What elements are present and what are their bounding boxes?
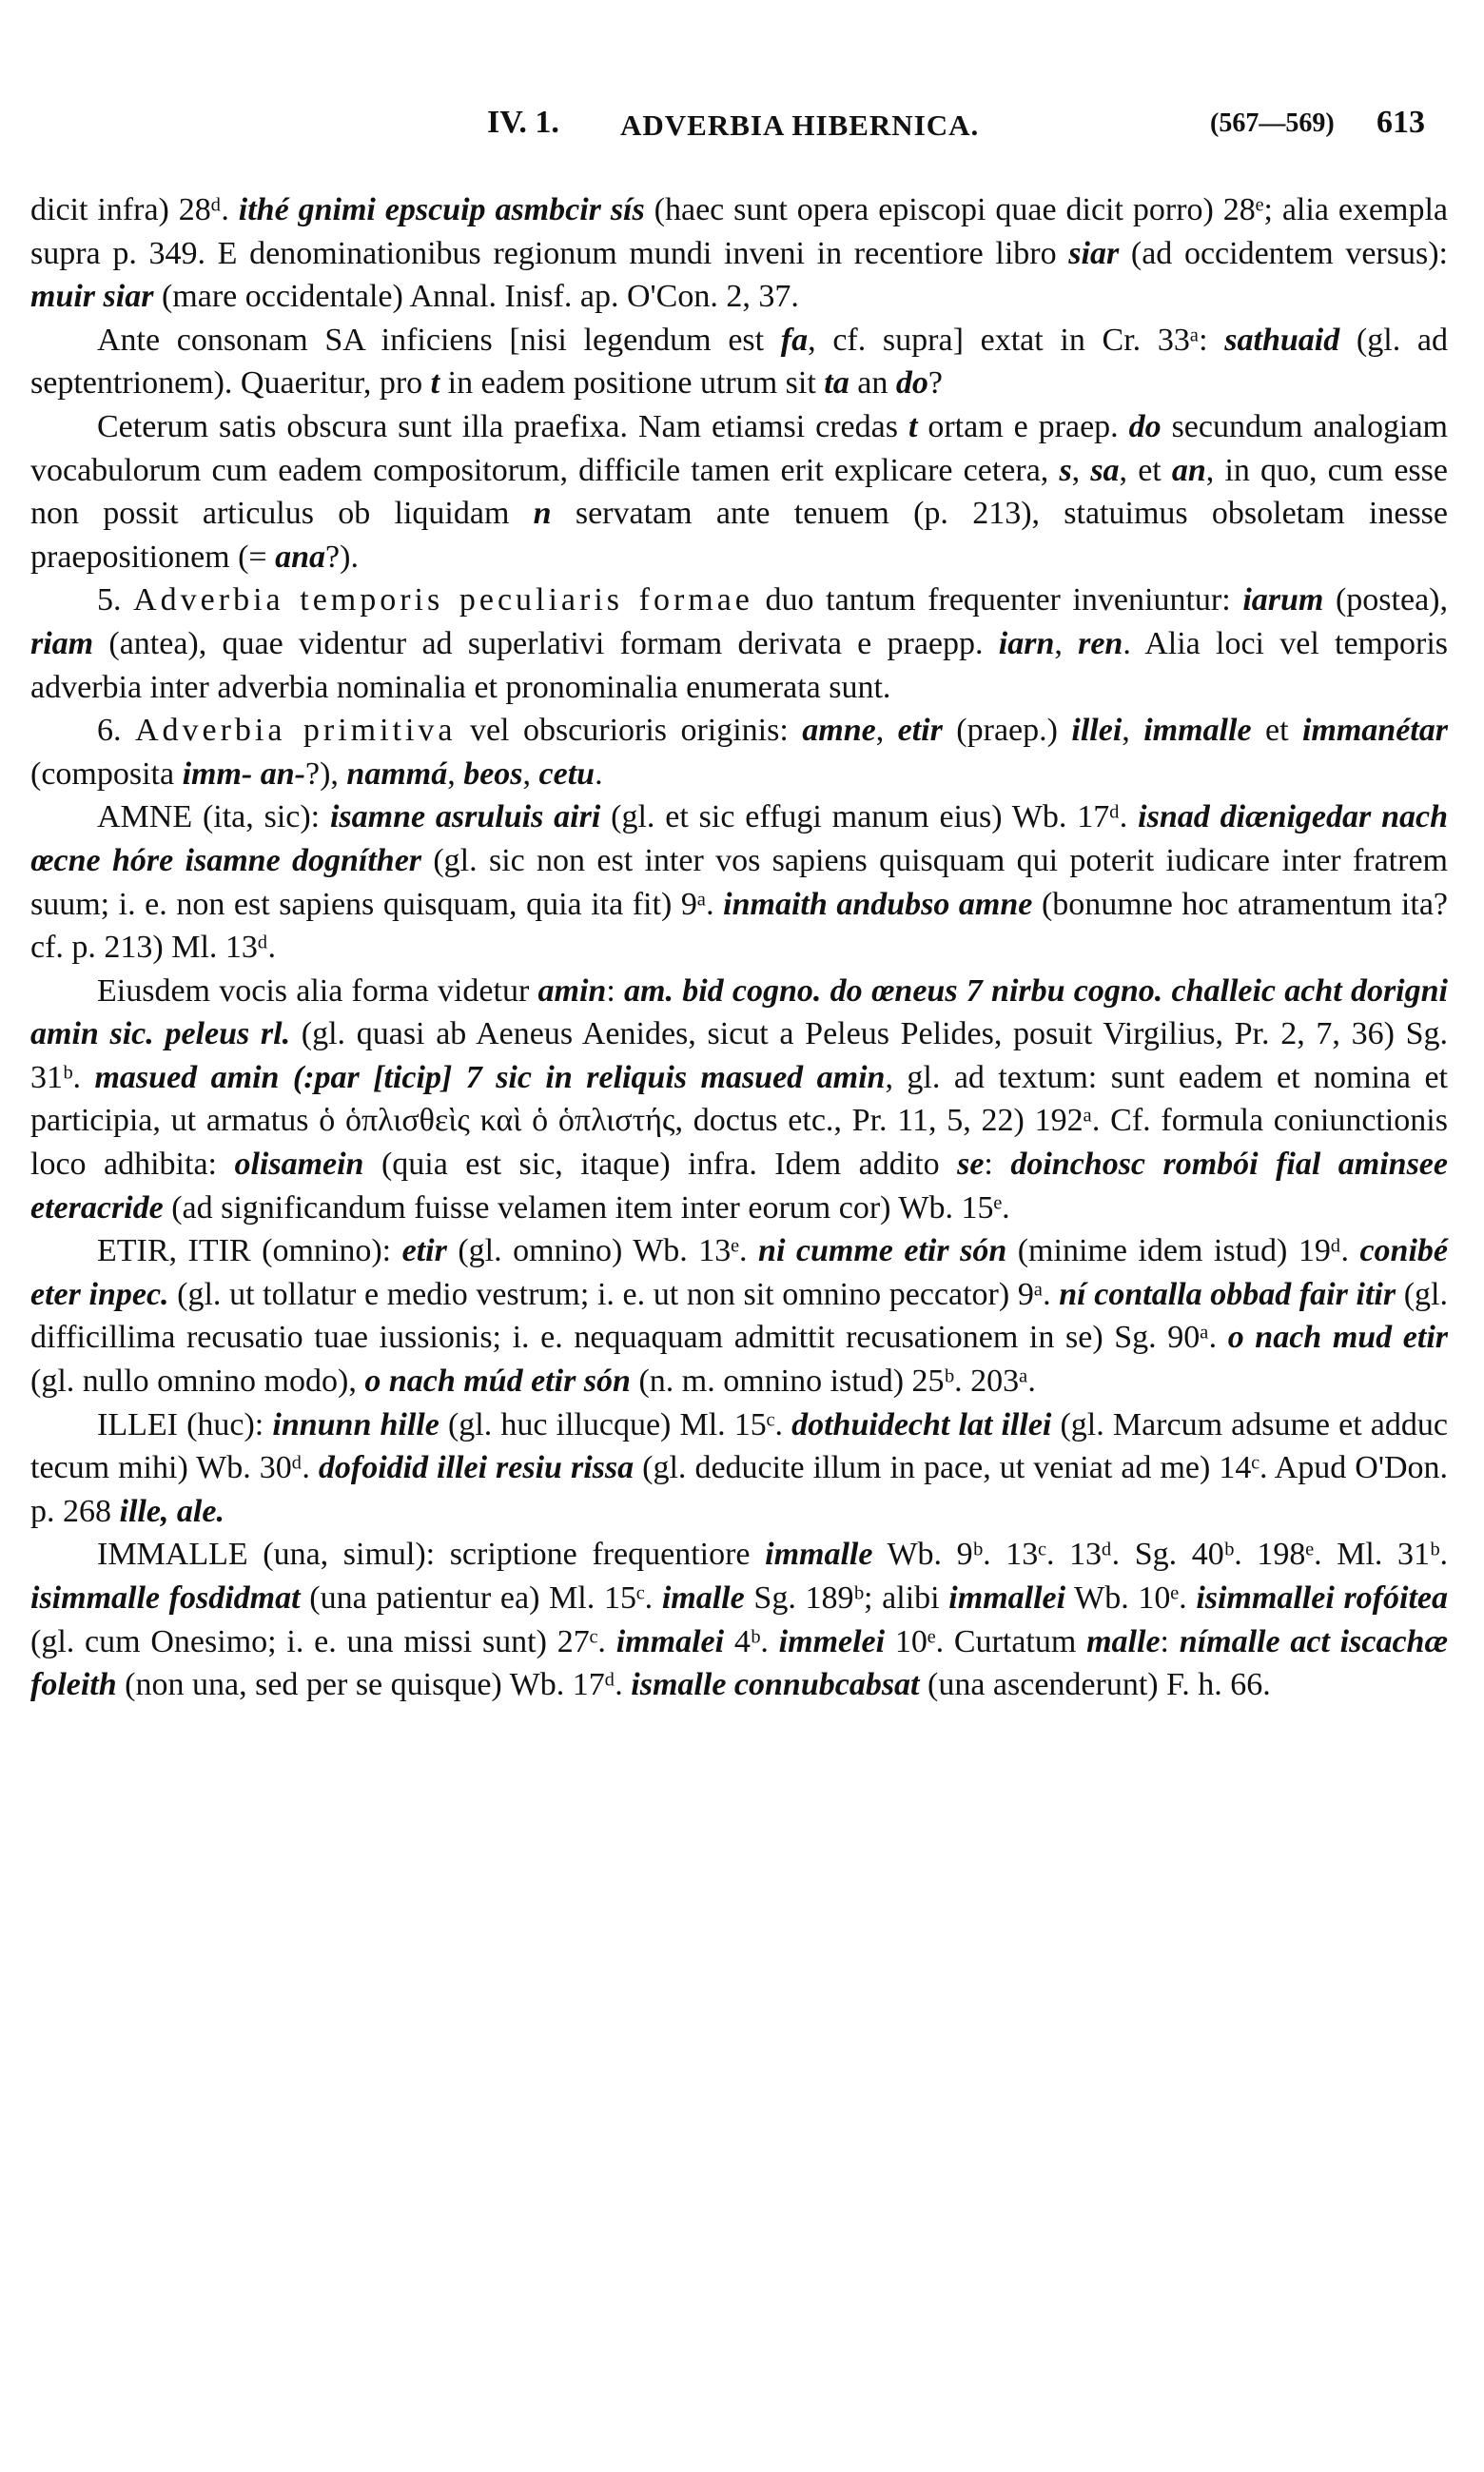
text-run: ? bbox=[928, 365, 943, 402]
text-run: dicit infra) 28ᵈ. bbox=[30, 192, 239, 227]
irish-term: immalle bbox=[765, 1537, 873, 1573]
irish-term: nammá bbox=[346, 755, 448, 792]
irish-term: amne bbox=[802, 713, 876, 749]
irish-term: siar bbox=[1068, 235, 1120, 271]
text-run: (antea), quae videntur ad superlativi formam derivata e praepp. bbox=[93, 625, 999, 661]
text-run: . Alia loci vel temporis adverbia inter adverbia nominalia et pronominalia enumerata sunt. bbox=[30, 625, 1448, 705]
irish-term: ismalle connubcabsat bbox=[631, 1667, 920, 1703]
irish-term: fa bbox=[780, 322, 809, 358]
irish-term: ana bbox=[275, 539, 326, 575]
text-run: Sg. 189ᵇ; alibi bbox=[744, 1580, 949, 1616]
text-run: (gl. ut tollatur e medio vestrum; i. e. ut non sit omnino peccator) 9ᵃ. bbox=[168, 1276, 1060, 1312]
text-run: (gl. nullo omnino modo), bbox=[30, 1364, 365, 1400]
irish-term: iarum bbox=[1242, 582, 1324, 618]
paragraph bbox=[30, 579, 1448, 709]
irish-term: immalle bbox=[1143, 713, 1252, 749]
irish-term: cetu bbox=[538, 755, 596, 792]
text-run: (quia est sic, itaque) infra. Idem addito bbox=[363, 1147, 958, 1183]
irish-term: an bbox=[1171, 452, 1206, 488]
text-run: (gl. Marcum adsume et adduc tecum mihi) Wb. 30ᵈ. bbox=[30, 1406, 1448, 1486]
text-run: (postea), bbox=[1323, 582, 1448, 618]
text-run: Ceterum satis obscura sunt illa praefixa. Nam etiamsi credas bbox=[97, 408, 908, 444]
irish-term: ille, ale. bbox=[119, 1493, 225, 1529]
text-run: , cf. supra] extat in Cr. 33ᵃ: bbox=[808, 322, 1225, 358]
irish-term: innunn hille bbox=[272, 1406, 439, 1442]
irish-term: beos bbox=[463, 755, 523, 792]
irish-term: olisamein bbox=[234, 1147, 364, 1183]
irish-term: isimmallei rofóitea bbox=[1196, 1580, 1448, 1616]
text-run: ?), bbox=[304, 755, 347, 792]
text-run: (ad occidentem versus): bbox=[1119, 235, 1448, 271]
text-run: , gl. ad textum: sunt eadem et nomina et participia, ut armatus ὁ ὁπλισθεὶς καὶ ὁ ὁπλιστής, doctus etc., Pr. 11, 5, 22) 192ᵃ. Cf. formula coniunctionis loco adhibita: bbox=[30, 1059, 1448, 1183]
text-run: in eadem positione utrum sit bbox=[439, 365, 825, 402]
text-run: 4ᵇ. bbox=[724, 1623, 779, 1659]
text-run: (gl. deducite illum in pace, ut veniat ad me) 14ᶜ. Apud O'Don. p. 268 bbox=[30, 1450, 1448, 1529]
text-run: , bbox=[1054, 625, 1079, 661]
text-run: , bbox=[522, 755, 539, 792]
irish-term: conibé eter inpec. bbox=[30, 1233, 1448, 1312]
irish-term: o nach múd etir són bbox=[364, 1364, 631, 1400]
text-run: duo tantum frequenter inveniuntur: bbox=[752, 582, 1243, 618]
irish-term: isnad diænigedar nach œcne hóre isamne dogníther bbox=[30, 799, 1448, 878]
text-run: , et bbox=[1119, 452, 1172, 488]
text-run: (praep.) bbox=[942, 713, 1072, 749]
text-run: : bbox=[984, 1147, 1011, 1183]
text-run: (una ascenderunt) F. h. 66. bbox=[919, 1667, 1271, 1703]
text-run: , bbox=[1122, 713, 1144, 749]
text-run: ETIR, ITIR (omnino): bbox=[97, 1233, 402, 1269]
text-run: Wb. 10ᵉ. bbox=[1065, 1580, 1197, 1616]
irish-term: n bbox=[533, 496, 552, 532]
irish-term: masued amin (:par [ticip] 7 sic in reliquis masued amin bbox=[94, 1059, 886, 1095]
irish-term: ní contalla obbad fair itir bbox=[1059, 1276, 1396, 1312]
irish-term: amin bbox=[537, 972, 607, 1009]
text-run: (gl. omnino) Wb. 13ᵉ. bbox=[446, 1233, 759, 1269]
irish-term: t bbox=[908, 408, 918, 444]
paragraph bbox=[30, 709, 1448, 795]
text-run: ortam e praep. bbox=[917, 408, 1129, 444]
paragraph bbox=[30, 970, 1448, 1230]
section-range: (567—569) bbox=[1210, 108, 1335, 138]
irish-term: immelei bbox=[778, 1623, 886, 1659]
irish-term: sathuaid bbox=[1224, 322, 1340, 358]
body-text bbox=[30, 188, 1448, 1707]
text-run: 6. bbox=[97, 713, 135, 749]
paragraph bbox=[30, 319, 1448, 405]
text-run: (gl. et sic effugi manum eius) Wb. 17ᵈ. bbox=[600, 799, 1139, 835]
text-run: (gl. sic non est inter vos sapiens quisquam qui poterit iudicare inter fratrem suum; i. e. non est sapiens quisquam, quia ita fit) 9ᵃ. bbox=[30, 842, 1448, 922]
text-run: et bbox=[1251, 713, 1302, 749]
irish-term: etir bbox=[401, 1233, 447, 1269]
irish-term: immalei bbox=[615, 1623, 725, 1659]
irish-term: doinchosc rombói fial aminsee eteracride bbox=[30, 1147, 1448, 1226]
text-run: , in quo, cum esse non possit articulus ob liquidam bbox=[30, 452, 1448, 532]
text-run: (gl. huc illucque) Ml. 15ᶜ. bbox=[439, 1406, 792, 1442]
irish-term: ta bbox=[824, 365, 849, 402]
text-run: (n. m. omnino istud) 25ᵇ. 203ᵃ. bbox=[630, 1364, 1036, 1400]
text-run: , bbox=[875, 713, 898, 749]
text-run: ILLEI (huc): bbox=[97, 1406, 273, 1442]
irish-term: sa bbox=[1090, 452, 1120, 488]
irish-term: se bbox=[957, 1147, 985, 1183]
text-run: Ante consonam SA inficiens [nisi legendum est bbox=[97, 322, 781, 358]
irish-term: immanétar bbox=[1301, 713, 1448, 749]
text-run: (una patientur ea) Ml. 15ᶜ. bbox=[300, 1580, 662, 1616]
text-run: Eiusdem vocis alia forma videtur bbox=[97, 972, 538, 1009]
text-run: (gl. ad septentrionem). Quaeritur, pro bbox=[30, 322, 1448, 402]
irish-term: ni cumme etir són bbox=[758, 1233, 1007, 1269]
book-page bbox=[30, 0, 1448, 2472]
text-run: (bonumne hoc atramentum ita? cf. p. 213) Ml. 13ᵈ. bbox=[30, 886, 1449, 966]
text-run: , bbox=[447, 755, 464, 792]
text-run: AMNE (ita, sic): bbox=[97, 799, 330, 835]
irish-term: imalle bbox=[661, 1580, 745, 1616]
text-run: 10ᵉ. Curtatum bbox=[885, 1623, 1087, 1659]
irish-term: isimmalle fosdidmat bbox=[30, 1580, 301, 1616]
text-run: , bbox=[1071, 452, 1091, 488]
text-run: (gl. quasi ab Aeneus Aenides, sicut a Peleus Pelides, posuit Virgilius, Pr. 2, 7, 36) Sg. 31ᵇ. bbox=[30, 1016, 1448, 1095]
paragraph bbox=[30, 188, 1448, 319]
irish-term: isamne asruluis airi bbox=[329, 799, 601, 835]
text-run: ?). bbox=[325, 539, 359, 575]
text-run: (non una, sed per se quisque) Wb. 17ᵈ. bbox=[116, 1667, 632, 1703]
irish-term: imm- an- bbox=[182, 755, 305, 792]
paragraph bbox=[30, 405, 1448, 579]
text-run: (gl. cum Onesimo; i. e. una missi sunt) 27ᶜ. bbox=[30, 1623, 616, 1659]
text-run: (mare occidentale) Annal. Inisf. ap. O'Con. 2, 37. bbox=[153, 279, 799, 315]
irish-term: inmaith andubso amne bbox=[723, 886, 1033, 922]
spaced-heading: Adverbia primitiva bbox=[134, 713, 457, 749]
irish-term: iarn bbox=[998, 625, 1055, 661]
text-run: an bbox=[849, 365, 896, 402]
irish-term: do bbox=[895, 365, 928, 402]
page-number: 613 bbox=[1377, 105, 1425, 140]
irish-term: ren bbox=[1078, 625, 1123, 661]
paragraph bbox=[30, 1533, 1448, 1706]
spaced-heading: Adverbia temporis peculiaris formae bbox=[133, 582, 753, 618]
text-run: servatam ante tenuem (p. 213), statuimus obsoletam inesse praepositionem (= bbox=[30, 496, 1449, 575]
text-run: (haec sunt opera episcopi quae dicit porro) 28ᵉ; alia exempla supra p. 349. E denominationibus regionum mundi inveni in recentiore libro bbox=[30, 192, 1449, 271]
text-run: secundum analogiam vocabulorum cum eadem compositorum, difficile tamen erit explicare cetera, bbox=[30, 408, 1448, 488]
running-title: ADVERBIA HIBERNICA. bbox=[620, 108, 980, 142]
irish-term: o nach mud etir bbox=[1227, 1320, 1448, 1356]
text-run: (minime idem istud) 19ᵈ. bbox=[1006, 1233, 1360, 1269]
irish-term: am. bid cogno. do œneus 7 nirbu cogno. challeic acht dorigni amin sic. peleus rl. bbox=[30, 972, 1448, 1052]
irish-term: malle bbox=[1086, 1623, 1161, 1659]
irish-term: dothuidecht lat illei bbox=[791, 1406, 1052, 1442]
irish-term: riam bbox=[30, 625, 94, 661]
chapter-number: IV. 1. bbox=[487, 105, 559, 140]
irish-term: illei bbox=[1071, 713, 1123, 749]
paragraph bbox=[30, 1229, 1448, 1403]
irish-term: t bbox=[430, 365, 440, 402]
text-run: : bbox=[606, 972, 625, 1009]
text-run: (composita bbox=[30, 755, 183, 792]
running-header bbox=[30, 105, 1448, 152]
text-run: . bbox=[595, 755, 603, 792]
text-run: (gl. difficillima recusatio tuae iussionis; i. e. nequaquam admittit recusationem in se) Sg. 90ᵃ. bbox=[30, 1276, 1448, 1356]
text-run: 5. bbox=[97, 582, 134, 618]
text-run: : bbox=[1160, 1623, 1180, 1659]
text-run: vel obscurioris originis: bbox=[456, 713, 803, 749]
paragraph bbox=[30, 795, 1448, 969]
paragraph bbox=[30, 1403, 1448, 1534]
irish-term: nímalle act iscachæ foleith bbox=[30, 1623, 1448, 1703]
irish-term: do bbox=[1128, 408, 1162, 444]
irish-term: etir bbox=[897, 713, 943, 749]
irish-term: immallei bbox=[948, 1580, 1066, 1616]
irish-term: s bbox=[1059, 452, 1072, 488]
irish-term: dofoidid illei resiu rissa bbox=[318, 1450, 635, 1486]
text-run: Wb. 9ᵇ. 13ᶜ. 13ᵈ. Sg. 40ᵇ. 198ᵉ. Ml. 31ᵇ. bbox=[872, 1537, 1448, 1573]
text-run: IMMALLE (una, simul): scriptione frequentiore bbox=[97, 1537, 766, 1573]
irish-term: muir siar bbox=[30, 279, 154, 315]
text-run: (ad significandum fuisse velamen item inter eorum cor) Wb. 15ᵉ. bbox=[163, 1189, 1010, 1226]
irish-term: ithé gnimi epscuip asmbcir sís bbox=[238, 192, 645, 227]
